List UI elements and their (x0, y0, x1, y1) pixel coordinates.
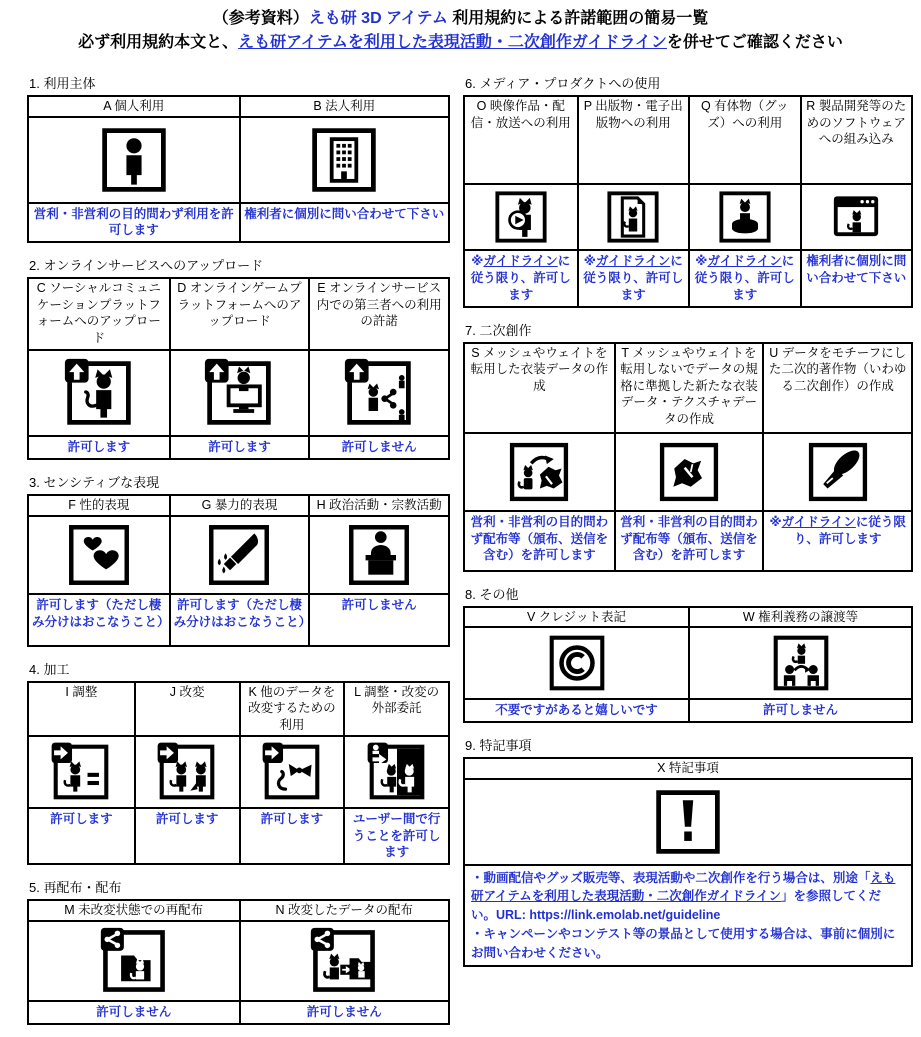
section-heading: 3. センシティブな表現 (29, 475, 160, 491)
costume-icon (656, 439, 722, 505)
guideline-link[interactable]: えも研アイテムを利用した表現活動・二次創作ガイドライン (471, 870, 896, 904)
cell-header: V クレジット表記 (527, 609, 626, 624)
permission-text: ※ガイドラインに従う限り、許可します (577, 249, 689, 306)
section-processing (27, 659, 450, 866)
page-title: （参考資料）えも研 3D アイテム 利用規約による許諾範囲の簡易一覧 (212, 10, 709, 27)
upload-share-icon (343, 357, 415, 429)
modify-cats-icon (156, 741, 218, 803)
cat-to-costume-icon (506, 439, 572, 505)
cell-header: J 改変 (134, 683, 239, 735)
building-icon (308, 124, 380, 196)
page-title-block (0, 0, 921, 55)
permission-text: 営利・非営利の目的問わず配布等（頒布、送信を含む）を許可します (465, 510, 614, 570)
permission-text: 許可します (29, 435, 169, 458)
cell-header: K 他のデータを改変するための利用 (239, 683, 344, 735)
modify-other-data-icon (261, 741, 323, 803)
content-columns (0, 73, 921, 1037)
guideline-link[interactable]: ガイドライン (781, 514, 856, 529)
section-heading: 8. その他 (465, 586, 519, 602)
table-special-notes (463, 757, 913, 967)
upload-cat-icon (63, 357, 135, 429)
exclamation-icon (652, 786, 724, 858)
cell-header: F 性的表現 (68, 498, 130, 513)
distribute-modified-icon (309, 926, 379, 996)
section-heading: 2. オンラインサービスへのアップロード (29, 258, 264, 274)
table-processing (27, 681, 450, 866)
permission-text: ※ガイドラインに従う限り、許可します (465, 249, 577, 306)
permission-text: 許可しません (688, 698, 911, 721)
guideline-link[interactable]: えも研アイテムを利用した表現活動・二次創作ガイドライン (238, 34, 667, 51)
note-bullet-1: ・動画配信やグッズ販売等、表現活動や二次創作を行う場合は、別途「えも研アイテムを利用した表現活動・二次創作ガイドライン」を参照してくだい。URL: https://link.emolab.net/guideline (471, 870, 896, 922)
section-derivative-works (463, 320, 913, 572)
cell-header: X 特記事項 (657, 761, 719, 775)
hearts-icon (65, 521, 133, 589)
right-column (463, 73, 913, 979)
note-bullet-2: ・キャンペーンやコンテスト等の景品として使用する場合は、事前に個別にお問い合わせください。 (471, 926, 896, 960)
section-heading: 1. 利用主体 (29, 76, 96, 91)
cell-header: O 映像作品・配信・放送への利用 (470, 99, 571, 130)
publication-cat-icon (604, 188, 662, 246)
cell-header: P 出版物・電子出版物への利用 (577, 97, 689, 183)
permission-text: 権利者に個別に問い合わせて下さい (800, 249, 912, 306)
permission-text: 許可します (169, 435, 309, 458)
copyright-icon (546, 632, 608, 694)
software-window-cat-icon (827, 188, 885, 246)
item-name-highlight: えも研 3D アイテム (308, 10, 448, 27)
cell-header: A 個人利用 (103, 99, 165, 113)
pen-icon (805, 439, 871, 505)
goods-figure-icon (716, 188, 774, 246)
guideline-link[interactable]: ガイドライン (483, 254, 558, 268)
permission-text: 許可します (239, 807, 344, 864)
section-heading: 7. 二次創作 (465, 322, 532, 338)
cell-header: B 法人利用 (239, 97, 449, 116)
cell-header: W 権利義務の譲渡等 (688, 608, 911, 627)
table-media-product (463, 95, 913, 308)
section-heading: 5. 再配布・配布 (29, 880, 122, 896)
permission-text: 許可します (134, 807, 239, 864)
cell-header: I 調整 (65, 684, 98, 699)
permission-text: 許可しません (239, 1000, 449, 1023)
cell-header: Q 有体物（グッズ）への利用 (688, 97, 800, 183)
upload-game-icon (203, 357, 275, 429)
permission-text: 営利・非営利の目的問わず利用を許可します (29, 202, 239, 242)
cell-header: S メッシュやウェイトを転用した衣装データの作成 (470, 345, 609, 393)
podium-icon (345, 521, 413, 589)
section-heading: 4. 加工 (29, 661, 70, 677)
knife-icon (205, 521, 273, 589)
permission-text: 権利者に個別に問い合わせて下さい (239, 202, 449, 242)
permission-text: ※ガイドラインに従う限り、許可します (688, 249, 800, 306)
permission-text: 許可しません (29, 1000, 239, 1023)
permission-text: ※ガイドラインに従う限り、許可します (762, 510, 911, 570)
cell-header: N 改変したデータの配布 (239, 901, 449, 920)
page-subtitle: 必ず利用規約本文と、えも研アイテムを利用した表現活動・二次創作ガイドラインを併せてご確認ください (78, 34, 843, 51)
cell-header: C ソーシャルコミュニケーションプラットフォームへのアップロード (36, 281, 161, 345)
section-sensitive-expression (27, 472, 450, 647)
cell-header: L 調整・改変の外部委託 (343, 683, 448, 735)
redistribute-folder-icon (99, 926, 169, 996)
table-online-upload (27, 277, 450, 460)
left-column (27, 73, 450, 1037)
cell-header: M 未改変状態での再配布 (64, 903, 204, 918)
video-cat-icon (492, 188, 550, 246)
section-media-product (463, 73, 913, 308)
cell-header: R 製品開発等のためのソフトウェアへの組み込み (800, 97, 912, 183)
section-others (463, 584, 913, 723)
table-redistribution (27, 899, 450, 1024)
section-heading: 6. メディア・プロダクトへの使用 (465, 76, 661, 91)
section-usage-subject (27, 73, 450, 243)
special-notes-text (465, 864, 911, 966)
table-sensitive-expression (27, 494, 450, 647)
cell-header: U データをモチーフにした二次的著作物（いわゆる二次創作）の作成 (762, 344, 911, 432)
section-heading: 9. 特記事項 (465, 738, 532, 753)
table-derivative-works (463, 342, 913, 572)
permission-text: ユーザー間で行うことを許可します (343, 807, 448, 864)
cell-header: T メッシュやウェイトを転用しないでデータの規格に準拠した新たな衣装データ・テクスチャデータの作成 (614, 344, 763, 432)
outsource-icon (366, 741, 428, 803)
permission-text: 許可しません (308, 593, 448, 645)
permission-text: 許可します (29, 807, 134, 864)
cell-header: D オンラインゲームプラットフォームへのアップロード (169, 279, 309, 349)
guideline-link[interactable]: ガイドライン (707, 254, 782, 268)
table-others (463, 606, 913, 723)
table-usage-subject (27, 95, 450, 243)
permission-text: 不要ですがあると嬉しいです (465, 698, 688, 721)
person-icon (98, 124, 170, 196)
permission-text: 許可します（ただし棲み分けはおこなうこと） (29, 593, 169, 645)
cell-header: E オンラインサービス内での第三者への利用の許諾 (308, 279, 448, 349)
permission-text: 許可します（ただし棲み分けはおこなうこと） (169, 593, 309, 645)
rights-transfer-icon (770, 632, 832, 694)
section-special-notes (463, 735, 913, 967)
cell-header: G 暴力的表現 (169, 496, 309, 515)
cell-header: H 政治活動・宗教活動 (308, 496, 448, 515)
permission-text: 営利・非営利の目的問わず配布等（頒布、送信を含む）を許可します (614, 510, 763, 570)
section-online-upload (27, 255, 450, 460)
guideline-link[interactable]: ガイドライン (595, 254, 671, 268)
permission-text: 許可しません (308, 435, 448, 458)
section-redistribution (27, 877, 450, 1024)
adjust-cat-icon (50, 741, 112, 803)
